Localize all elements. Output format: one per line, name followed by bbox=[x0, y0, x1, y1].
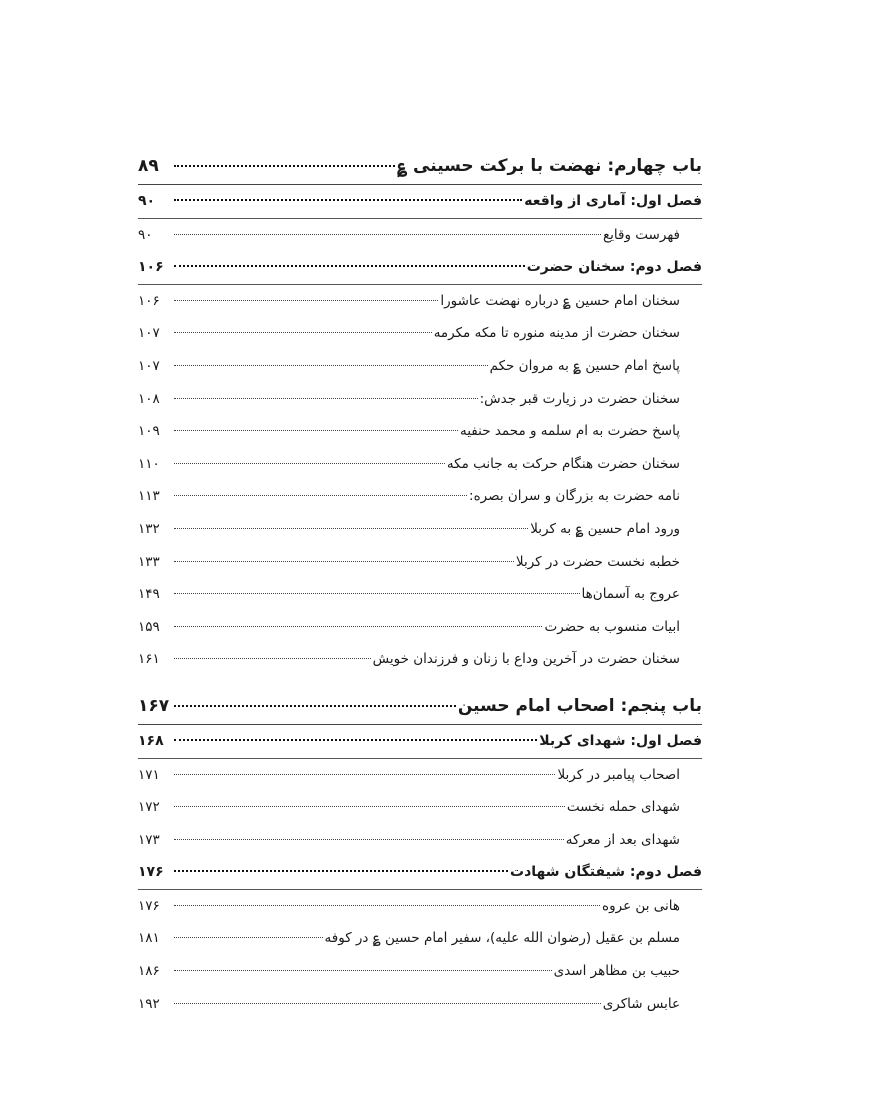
dot-leader bbox=[174, 319, 432, 334]
toc-entry-title: سخنان حضرت در آخرین وداع با زنان و فرزندان خویش bbox=[372, 651, 680, 668]
toc-entry-row[interactable] bbox=[138, 480, 702, 513]
dot-leader bbox=[174, 924, 323, 939]
toc-entry-title: باب چهارم: نهضت با برکت حسینی ؏ bbox=[397, 156, 702, 176]
toc-page-number: ۱۵۹ bbox=[138, 618, 160, 635]
toc-entry-title: اصحاب پیامبر در کربلا bbox=[557, 766, 680, 783]
section-gap bbox=[138, 676, 702, 688]
toc-page-number: ۸۹ bbox=[138, 156, 159, 176]
toc-entry-title: حبیب بن مظاهر اسدی bbox=[553, 963, 680, 980]
dot-leader bbox=[174, 547, 514, 562]
dot-leader bbox=[174, 989, 601, 1004]
toc-entry-title: فصل دوم: شیفتگان شهادت bbox=[510, 864, 702, 881]
toc-entry-title: فصل اول: آماری از واقعه bbox=[524, 193, 702, 209]
toc-page-number: ۱۶۷ bbox=[138, 695, 170, 716]
toc-entry-title: پاسخ حضرت به ام سلمه و محمد حنفیه bbox=[460, 423, 680, 440]
dot-leader bbox=[174, 384, 478, 399]
dot-leader bbox=[174, 891, 600, 906]
toc-page-number: ۱۳۲ bbox=[138, 520, 160, 537]
toc-entry-title: ورود امام حسین ؏ به کربلا bbox=[530, 520, 680, 537]
toc-entry-row[interactable] bbox=[138, 759, 702, 792]
toc-entry-row[interactable] bbox=[138, 546, 702, 579]
toc-entry-row[interactable] bbox=[138, 791, 702, 824]
toc-chapter-row[interactable] bbox=[138, 856, 702, 890]
toc-entry-title: هانی بن عروه bbox=[602, 897, 680, 914]
toc-entry-row[interactable] bbox=[138, 350, 702, 383]
toc-page-number: ۱۰۸ bbox=[138, 390, 160, 407]
toc-page-number: ۱۸۱ bbox=[138, 930, 160, 947]
toc-entry-row[interactable] bbox=[138, 611, 702, 644]
toc-entry-row[interactable] bbox=[138, 513, 702, 546]
dot-leader bbox=[174, 957, 552, 972]
toc-entry-title: سخنان حضرت هنگام حرکت به جانب مکه bbox=[446, 455, 680, 472]
dot-leader bbox=[174, 351, 488, 366]
toc-entry-row[interactable] bbox=[138, 219, 702, 252]
toc-entry-row[interactable] bbox=[138, 922, 702, 955]
toc-page-number: ۱۷۳ bbox=[138, 831, 160, 848]
toc-page-number: ۱۸۶ bbox=[138, 963, 160, 980]
toc-page-number: ۱۷۲ bbox=[138, 799, 160, 816]
dot-leader bbox=[174, 514, 528, 529]
toc-entry-title: سخنان حضرت از مدینه منوره تا مکه مکرمه bbox=[433, 325, 680, 342]
dot-leader bbox=[174, 251, 525, 267]
toc-page-number: ۱۷۶ bbox=[138, 864, 164, 881]
toc-entry-row[interactable] bbox=[138, 285, 702, 318]
toc-chapter-row[interactable] bbox=[138, 251, 702, 285]
toc-entry-row[interactable] bbox=[138, 415, 702, 448]
toc-entry-row[interactable] bbox=[138, 448, 702, 481]
dot-leader bbox=[174, 725, 537, 741]
toc-entry-title: عابس شاکری bbox=[602, 995, 680, 1012]
toc-entry-row[interactable] bbox=[138, 578, 702, 611]
toc-entry-title: ابیات منسوب به حضرت bbox=[544, 618, 680, 635]
toc-entry-title: نامه حضرت به بزرگان و سران بصره: bbox=[469, 488, 680, 505]
toc-page-number: ۱۶۱ bbox=[138, 651, 160, 668]
toc-page-number: ۱۶۸ bbox=[138, 732, 164, 749]
toc-page-number: ۱۰۷ bbox=[138, 325, 160, 342]
table-of-contents bbox=[138, 148, 702, 1020]
toc-part-row[interactable] bbox=[138, 688, 702, 725]
dot-leader bbox=[174, 220, 601, 235]
toc-page-number: ۱۹۲ bbox=[138, 995, 160, 1012]
dot-leader bbox=[174, 793, 565, 808]
toc-part-row[interactable] bbox=[138, 148, 702, 185]
dot-leader bbox=[174, 645, 371, 660]
toc-chapter-row[interactable] bbox=[138, 725, 702, 759]
toc-entry-row[interactable] bbox=[138, 988, 702, 1021]
toc-page-number: ۱۷۱ bbox=[138, 766, 160, 783]
dot-leader bbox=[174, 760, 555, 775]
toc-entry-title: سخنان حضرت در زیارت قبر جدش: bbox=[479, 390, 680, 407]
toc-entry-title: پاسخ امام حسین ؏ به مروان حکم bbox=[489, 357, 680, 374]
toc-entry-title: فهرست وقایع bbox=[602, 226, 680, 243]
toc-entry-row[interactable] bbox=[138, 383, 702, 416]
toc-chapter-row[interactable] bbox=[138, 185, 702, 219]
dot-leader bbox=[174, 612, 542, 627]
toc-page-number: ۱۷۶ bbox=[138, 897, 160, 914]
dot-leader bbox=[174, 580, 580, 595]
toc-entry-title: شهدای حمله نخست bbox=[566, 799, 680, 816]
toc-page-number: ۱۳۳ bbox=[138, 553, 160, 570]
dot-leader bbox=[174, 688, 456, 707]
dot-leader bbox=[174, 185, 522, 201]
toc-page-number: ۱۰۶ bbox=[138, 292, 160, 309]
toc-entry-title: فصل دوم: سخنان حضرت bbox=[526, 259, 702, 276]
toc-page-number: ۹۰ bbox=[138, 226, 153, 243]
dot-leader bbox=[174, 856, 508, 872]
toc-entry-title: شهدای بعد از معرکه bbox=[565, 831, 680, 848]
toc-page-number: ۱۱۰ bbox=[138, 455, 160, 472]
toc-entry-title: خطبه نخست حضرت در کربلا bbox=[515, 553, 680, 570]
toc-page-number: ۱۱۳ bbox=[138, 488, 160, 505]
toc-entry-row[interactable] bbox=[138, 643, 702, 676]
toc-entry-title: سخنان امام حسین ؏ درباره نهضت عاشورا bbox=[440, 292, 680, 309]
toc-entry-title: فصل اول: شهدای کربلا bbox=[539, 732, 702, 749]
dot-leader bbox=[174, 825, 564, 840]
toc-page-number: ۱۰۶ bbox=[138, 259, 164, 276]
toc-page-number: ۱۰۷ bbox=[138, 357, 160, 374]
dot-leader bbox=[174, 482, 467, 497]
toc-entry-title: عروج به آسمان‌ها bbox=[581, 586, 680, 603]
toc-entry-title: مسلم بن عقیل (رضوان الله علیه)، سفیر امام حسین ؏ در کوفه bbox=[324, 930, 680, 947]
toc-entry-row[interactable] bbox=[138, 955, 702, 988]
dot-leader bbox=[174, 417, 458, 432]
toc-entry-row[interactable] bbox=[138, 890, 702, 923]
toc-entry-title: باب پنجم: اصحاب امام حسین bbox=[457, 695, 702, 716]
toc-page-number: ۹۰ bbox=[138, 193, 156, 209]
toc-entry-row[interactable] bbox=[138, 317, 702, 350]
dot-leader bbox=[174, 286, 438, 301]
toc-page-number: ۱۴۹ bbox=[138, 586, 160, 603]
toc-entry-row[interactable] bbox=[138, 824, 702, 857]
dot-leader bbox=[174, 148, 395, 167]
dot-leader bbox=[174, 449, 445, 464]
toc-page-number: ۱۰۹ bbox=[138, 423, 160, 440]
